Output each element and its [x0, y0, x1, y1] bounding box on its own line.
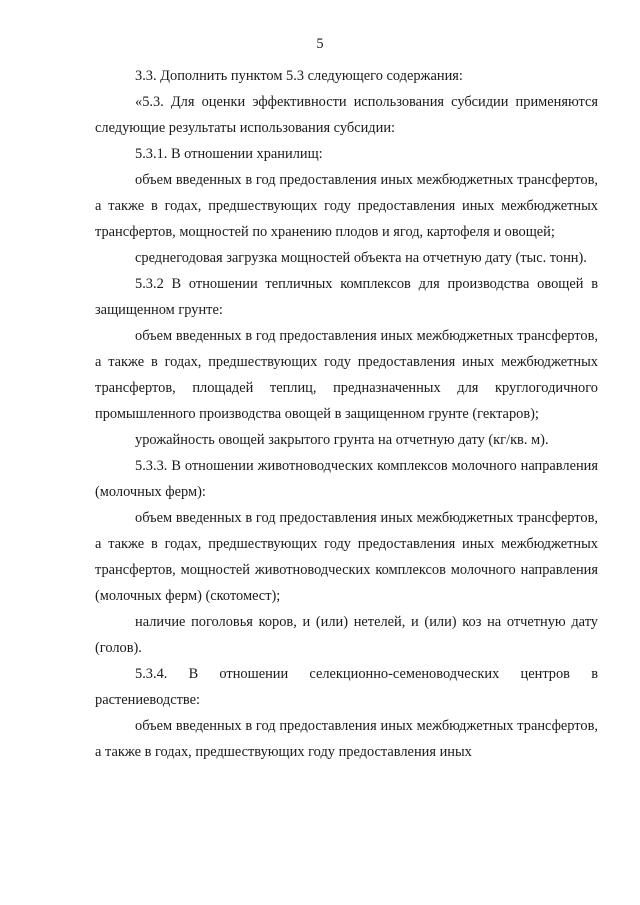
paragraph-greenhouse-yield: урожайность овощей закрытого грунта на отчетную дату (кг/кв. м). [135, 432, 549, 448]
document-body [95, 63, 598, 765]
paragraph-amendment-intro: 3.3. Дополнить пунктом 5.3 следующего содержания: [135, 68, 463, 84]
paragraph-5-3: «5.3. Для оценки эффективности использования субсидии применяются следующие результаты использования субсидии: [95, 94, 598, 136]
paragraph-5-3-1-heading: 5.3.1. В отношении хранилищ: [135, 146, 323, 162]
paragraph-seed-center-capacity: объем введенных в год предоставления иных межбюджетных трансфертов, а также в годах, предшествующих году предоставления иных [95, 718, 598, 760]
paragraph-5-3-3-heading: 5.3.3. В отношении животноводческих комплексов молочного направления (молочных ферм): [95, 458, 598, 500]
paragraph-storage-capacity: объем введенных в год предоставления иных межбюджетных трансфертов, а также в годах, предшествующих году предоставления иных межбюджетных трансфертов, мощностей по хранению плодов и ягод, картофеля и овощей; [95, 172, 598, 240]
page-number: 5 [316, 36, 324, 52]
paragraph-livestock-count: наличие поголовья коров, и (или) нетелей, и (или) коз на отчетную дату (голов). [95, 614, 598, 656]
paragraph-5-3-2-heading: 5.3.2 В отношении тепличных комплексов для производства овощей в защищенном грунте: [95, 276, 598, 318]
paragraph-dairy-capacity: объем введенных в год предоставления иных межбюджетных трансфертов, а также в годах, предшествующих году предоставления иных межбюджетных трансфертов, мощностей животноводческих комплексов молочного направления (молочных ферм) (скотомест); [95, 510, 598, 604]
paragraph-5-3-4-heading: 5.3.4. В отношении селекционно-семеноводческих центров в растениеводстве: [95, 666, 598, 708]
paragraph-greenhouse-area: объем введенных в год предоставления иных межбюджетных трансфертов, а также в годах, предшествующих году предоставления иных межбюджетных трансфертов, площадей теплиц, предназначенных для круглогодичного промышленного производства овощей в защищенном грунте (гектаров); [95, 328, 598, 422]
paragraph-storage-load: среднегодовая загрузка мощностей объекта на отчетную дату (тыс. тонн). [135, 250, 587, 266]
